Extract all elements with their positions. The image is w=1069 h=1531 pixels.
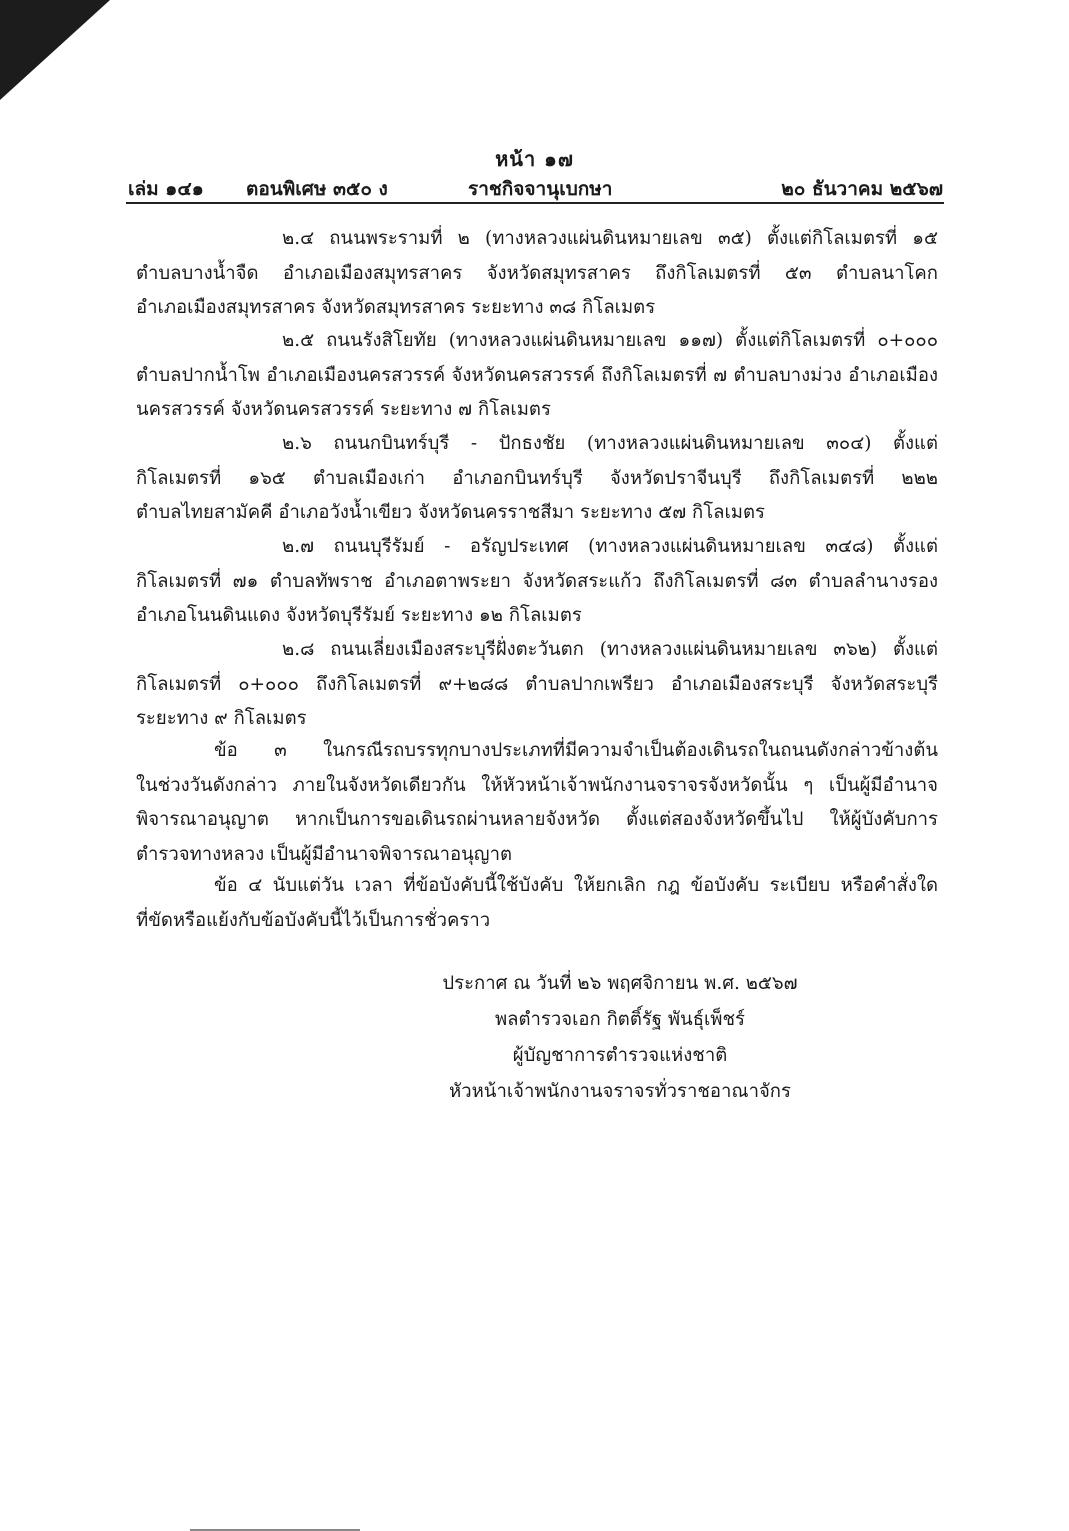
text-line: ตำบลบางน้ำจืด อำเภอเมืองสมุทรสาคร จังหวัดสมุทรสาคร ถึงกิโลเมตรที่ ๕๓ ตำบลนาโคก <box>136 262 938 284</box>
text-line: ตำบลปากน้ำโพ อำเภอเมืองนครสวรรค์ จังหวัดนครสวรรค์ ถึงกิโลเมตรที่ ๗ ตำบลบางม่วง อำเภอเมือง <box>136 364 938 386</box>
text-line: ๒.๗ ถนนบุรีรัมย์ - อรัญประเทศ (ทางหลวงแผ่นดินหมายเลข ๓๔๘) ตั้งแต่ <box>282 536 938 557</box>
signature-block <box>400 966 840 1110</box>
signatory-position-2: หัวหน้าเจ้าพนักงานจราจรทั่วราชอาณาจักร <box>449 1081 791 1102</box>
page-number: หน้า ๑๗ <box>495 147 574 171</box>
text-line: ที่ขัดหรือแย้งกับข้อบังคับนี้ไว้เป็นการชั่วคราว <box>136 909 491 931</box>
text-line: อำเภอโนนดินแดง จังหวัดบุรีรัมย์ ระยะทาง ๑๒ กิโลเมตร <box>136 605 582 626</box>
text-line: ๒.๕ ถนนรังสิโยทัย (ทางหลวงแผ่นดินหมายเลข ๑๑๗) ตั้งแต่กิโลเมตรที่ ๐+๐๐๐ <box>282 330 938 351</box>
header-gazette-title: ราชกิจจานุเบกษา <box>468 178 613 200</box>
paragraph-2-5 <box>136 324 938 428</box>
paragraph-2-7 <box>136 530 938 634</box>
paragraph-2-8 <box>136 633 938 737</box>
signatory-name: พลตำรวจเอก กิตติ์รัฐ พันธุ์เพ็ชร์ <box>494 1009 745 1030</box>
clause-3 <box>136 734 938 872</box>
text-line: กิโลเมตรที่ ๐+๐๐๐ ถึงกิโลเมตรที่ ๙+๒๘๘ ตำบลปากเพรียว อำเภอเมืองสระบุรี จังหวัดสระบุรี <box>136 673 938 695</box>
text-line: กิโลเมตรที่ ๑๖๕ ตำบลเมืองเก่า อำเภอกบินทร์บุรี จังหวัดปราจีนบุรี ถึงกิโลเมตรที่ ๒๒๒ <box>136 467 938 489</box>
text-line: ตำรวจทางหลวง เป็นผู้มีอำนาจพิจารณาอนุญาต <box>136 843 512 865</box>
gazette-header <box>128 174 943 202</box>
header-part: ตอนพิเศษ ๓๕๐ ง <box>246 178 388 200</box>
paragraph-2-4 <box>136 222 938 326</box>
text-line: ในช่วงวันดังกล่าว ภายในจังหวัดเดียวกัน ให้หัวหน้าเจ้าพนักงานจราจรจังหวัดนั้น ๆ เป็นผู้มีอำนาจ <box>136 774 938 796</box>
text-line: ๒.๖ ถนนกบินทร์บุรี - ปักธงชัย (ทางหลวงแผ่นดินหมายเลข ๓๐๔) ตั้งแต่ <box>282 433 938 454</box>
text-line: ข้อ ๔ นับแต่วัน เวลา ที่ข้อบังคับนี้ใช้บังคับ ให้ยกเลิก กฎ ข้อบังคับ ระเบียบ หรือคำสั่งใด <box>214 875 938 896</box>
header-date: ๒๐ ธันวาคม ๒๕๖๗ <box>781 178 943 200</box>
text-line: ตำบลไทยสามัคคี อำเภอวังน้ำเขียว จังหวัดนครราชสีมา ระยะทาง ๕๗ กิโลเมตร <box>136 502 765 523</box>
header-divider <box>126 202 944 204</box>
text-line: อำเภอเมืองสมุทรสาคร จังหวัดสมุทรสาคร ระยะทาง ๓๘ กิโลเมตร <box>136 297 656 318</box>
text-line: ๒.๘ ถนนเลี่ยงเมืองสระบุรีฝั่งตะวันตก (ทางหลวงแผ่นดินหมายเลข ๓๖๒) ตั้งแต่ <box>282 639 938 660</box>
announcement-date: ประกาศ ณ วันที่ ๒๖ พฤศจิกายน พ.ศ. ๒๕๖๗ <box>442 973 798 994</box>
header-volume: เล่ม ๑๔๑ <box>128 178 204 200</box>
text-line: พิจารณาอนุญาต หากเป็นการขอเดินรถผ่านหลายจังหวัด ตั้งแต่สองจังหวัดขึ้นไป ให้ผู้บังคับการ <box>136 809 938 830</box>
text-line: กิโลเมตรที่ ๗๑ ตำบลทัพราช อำเภอตาพระยา จังหวัดสระแก้ว ถึงกิโลเมตรที่ ๘๓ ตำบลลำนางรอง <box>136 570 938 592</box>
text-line: ระยะทาง ๙ กิโลเมตร <box>136 708 307 729</box>
text-line: นครสวรรค์ จังหวัดนครสวรรค์ ระยะทาง ๗ กิโลเมตร <box>136 399 551 420</box>
text-line: ๒.๔ ถนนพระรามที่ ๒ (ทางหลวงแผ่นดินหมายเลข ๓๕) ตั้งแต่กิโลเมตรที่ ๑๕ <box>282 228 938 249</box>
scan-corner-shadow <box>0 0 110 100</box>
clause-4 <box>136 869 938 938</box>
signatory-position-1: ผู้บัญชาการตำรวจแห่งชาติ <box>512 1045 728 1066</box>
paragraph-2-6 <box>136 427 938 531</box>
text-line: ข้อ ๓ ในกรณีรถบรรทุกบางประเภทที่มีความจำเป็นต้องเดินรถในถนนดังกล่าวข้างต้น <box>214 740 938 761</box>
